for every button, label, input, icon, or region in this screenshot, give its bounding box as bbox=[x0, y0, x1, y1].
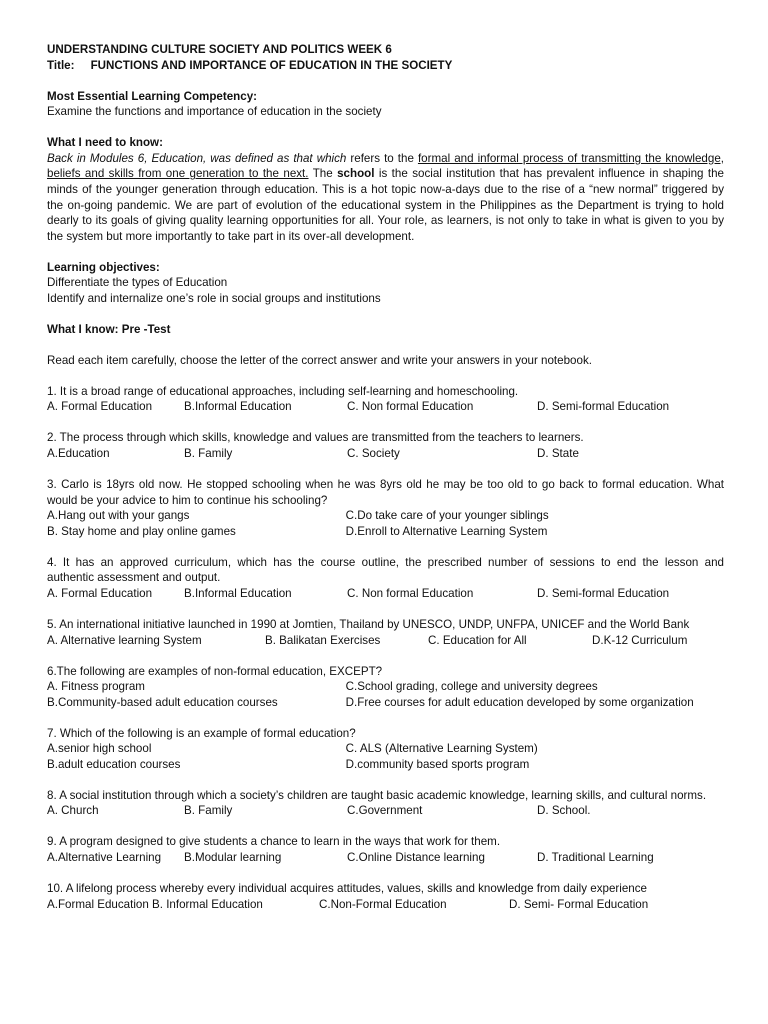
question-item bbox=[47, 555, 724, 602]
question-stem: authentic assessment and output. bbox=[47, 571, 221, 585]
question-item bbox=[47, 726, 724, 773]
question-list bbox=[47, 384, 724, 912]
question-item bbox=[47, 664, 724, 711]
answer-options-row bbox=[47, 586, 724, 602]
question-stem: 10. A lifelong process whereby every individual acquires attitudes, values, skills and knowledge from daily experience bbox=[47, 882, 647, 896]
answer-option: C.Online Distance learning bbox=[347, 851, 485, 865]
answer-option: C.Do take care of your younger siblings bbox=[345, 509, 549, 523]
answer-options-row bbox=[47, 850, 724, 866]
answer-option: D.community based sports program bbox=[345, 757, 530, 771]
question-stem: 4. It has an approved curriculum, which has the course outline, the prescribed number of sessions to end the lesson and bbox=[47, 555, 724, 569]
paragraph-line-6: the system but more importantly to take part in its over-all development. bbox=[47, 229, 415, 243]
question-stem: 6.The following are examples of non-formal education, EXCEPT? bbox=[47, 664, 383, 678]
melc-heading: Most Essential Learning Competency: bbox=[47, 89, 258, 103]
question-stem: 5. An international initiative launched in 1990 at Jomtien, Thailand by UNESCO, UNDP, UNFPA, UNICEF and the World Bank bbox=[47, 617, 690, 631]
need-to-know-paragraph bbox=[47, 151, 724, 245]
answer-options-row bbox=[47, 633, 724, 649]
answer-option: A. Formal Education bbox=[47, 400, 153, 414]
answer-options-row bbox=[47, 679, 724, 695]
question-item bbox=[47, 384, 724, 415]
answer-option: B.Informal Education bbox=[184, 400, 292, 414]
answer-option: D.Free courses for adult education developed by some organization bbox=[345, 695, 694, 709]
answer-option: A. Fitness program bbox=[47, 680, 145, 694]
answer-option: A.Hang out with your gangs bbox=[47, 509, 190, 523]
answer-option: B.Modular learning bbox=[184, 851, 282, 865]
answer-option: B. Family bbox=[184, 804, 233, 818]
answer-option: B. Balikatan Exercises bbox=[265, 633, 381, 647]
answer-option: B.adult education courses bbox=[47, 757, 181, 771]
answer-option: A.Formal Education B. Informal Education bbox=[47, 897, 263, 911]
answer-options-row bbox=[47, 897, 724, 913]
answer-option: B. Family bbox=[184, 447, 233, 461]
answer-option: C.School grading, college and university degrees bbox=[345, 680, 598, 694]
answer-option: D.Enroll to Alternative Learning System bbox=[345, 524, 548, 538]
answer-options-row bbox=[47, 446, 724, 462]
paragraph-line-2: beliefs and skills from one generation to the next. The school is the social institution that has prevalent influence in shaping the bbox=[47, 167, 724, 181]
answer-option: B.Community-based adult education courses bbox=[47, 695, 278, 709]
answer-option: D. School. bbox=[537, 804, 591, 818]
answer-options-row bbox=[47, 399, 724, 415]
answer-option: C. Non formal Education bbox=[347, 586, 474, 600]
answer-option: A.Education bbox=[47, 447, 110, 461]
question-stem: would be your advice to him to continue his schooling? bbox=[47, 493, 328, 507]
question-item bbox=[47, 881, 724, 912]
question-stem: 9. A program designed to give students a chance to learn in the ways that work for them. bbox=[47, 835, 501, 849]
answer-option: D. State bbox=[537, 447, 579, 461]
need-to-know-heading: What I need to know: bbox=[47, 136, 163, 150]
question-item bbox=[47, 617, 724, 648]
answer-option: A. Church bbox=[47, 804, 99, 818]
question-item bbox=[47, 788, 724, 819]
question-stem: 7. Which of the following is an example of formal education? bbox=[47, 726, 356, 740]
answer-option: B. Stay home and play online games bbox=[47, 524, 236, 538]
pretest-instructions: Read each item carefully, choose the letter of the correct answer and write your answers in your notebook. bbox=[47, 353, 592, 367]
answer-option: D. Semi- Formal Education bbox=[509, 897, 649, 911]
answer-options-row bbox=[47, 524, 724, 540]
objectives-heading: Learning objectives: bbox=[47, 260, 160, 274]
question-stem: 8. A social institution through which a society’s children are taught basic academic knowledge, learning skills, and cultural norms. bbox=[47, 788, 707, 802]
paragraph-line-1: Back in Modules 6, Education, was defined as that which refers to the formal and informal process of transmitting the knowledge, bbox=[47, 151, 724, 165]
objective-item: Differentiate the types of Education bbox=[47, 276, 228, 290]
answer-options-row bbox=[47, 741, 724, 757]
objective-item: Identify and internalize one’s role in social groups and institutions bbox=[47, 291, 381, 305]
answer-option: D. Semi-formal Education bbox=[537, 400, 670, 414]
paragraph-line-3: minds of the younger generation through education. This is a hot topic now-a-days due to the rise of a “new normal” triggered by bbox=[47, 182, 724, 196]
answer-option: C.Government bbox=[347, 804, 423, 818]
answer-option: D. Semi-formal Education bbox=[537, 586, 670, 600]
answer-option: D.K-12 Curriculum bbox=[592, 633, 688, 647]
lesson-title: Title: FUNCTIONS AND IMPORTANCE OF EDUCATION IN THE SOCIETY bbox=[47, 58, 453, 72]
answer-option: C. ALS (Alternative Learning System) bbox=[345, 742, 538, 756]
answer-option: A. Formal Education bbox=[47, 586, 153, 600]
course-title: UNDERSTANDING CULTURE SOCIETY AND POLITICS WEEK 6 bbox=[47, 43, 392, 56]
answer-option: A. Alternative learning System bbox=[47, 633, 202, 647]
pretest-heading: What I know: Pre -Test bbox=[47, 322, 171, 336]
question-stem: 3. Carlo is 18yrs old now. He stopped schooling when he was 8yrs old he may be too old to go back to formal education. What bbox=[47, 478, 724, 491]
answer-options-row bbox=[47, 695, 724, 711]
question-item bbox=[47, 430, 724, 461]
question-item bbox=[47, 477, 724, 539]
answer-options-row bbox=[47, 508, 724, 524]
question-item bbox=[47, 834, 724, 865]
answer-option: B.Informal Education bbox=[184, 586, 292, 600]
answer-option: C. Education for All bbox=[428, 633, 527, 647]
paragraph-line-4: the on-going pandemic. We are part of evolution of the educational system in the Philippines as the Department is trying to hold bbox=[47, 198, 724, 212]
answer-option: C. Society bbox=[347, 447, 400, 461]
answer-option: C.Non-Formal Education bbox=[319, 897, 447, 911]
answer-option: C. Non formal Education bbox=[347, 400, 474, 414]
question-stem: 1. It is a broad range of educational approaches, including self-learning and homeschooling. bbox=[47, 384, 519, 398]
answer-options-row bbox=[47, 757, 724, 773]
question-stem: 2. The process through which skills, knowledge and values are transmitted from the teachers to learners. bbox=[47, 431, 584, 445]
answer-option: D. Traditional Learning bbox=[537, 851, 654, 865]
melc-text: Examine the functions and importance of education in the society bbox=[47, 105, 382, 119]
answer-option: A.Alternative Learning bbox=[47, 851, 162, 865]
paragraph-line-5: dearly to its goals of giving quality learning opportunities for all. Your role, as learners, is not only to take in what is given to you by bbox=[47, 214, 724, 228]
answer-options-row bbox=[47, 803, 724, 819]
answer-option: A.senior high school bbox=[47, 742, 152, 756]
